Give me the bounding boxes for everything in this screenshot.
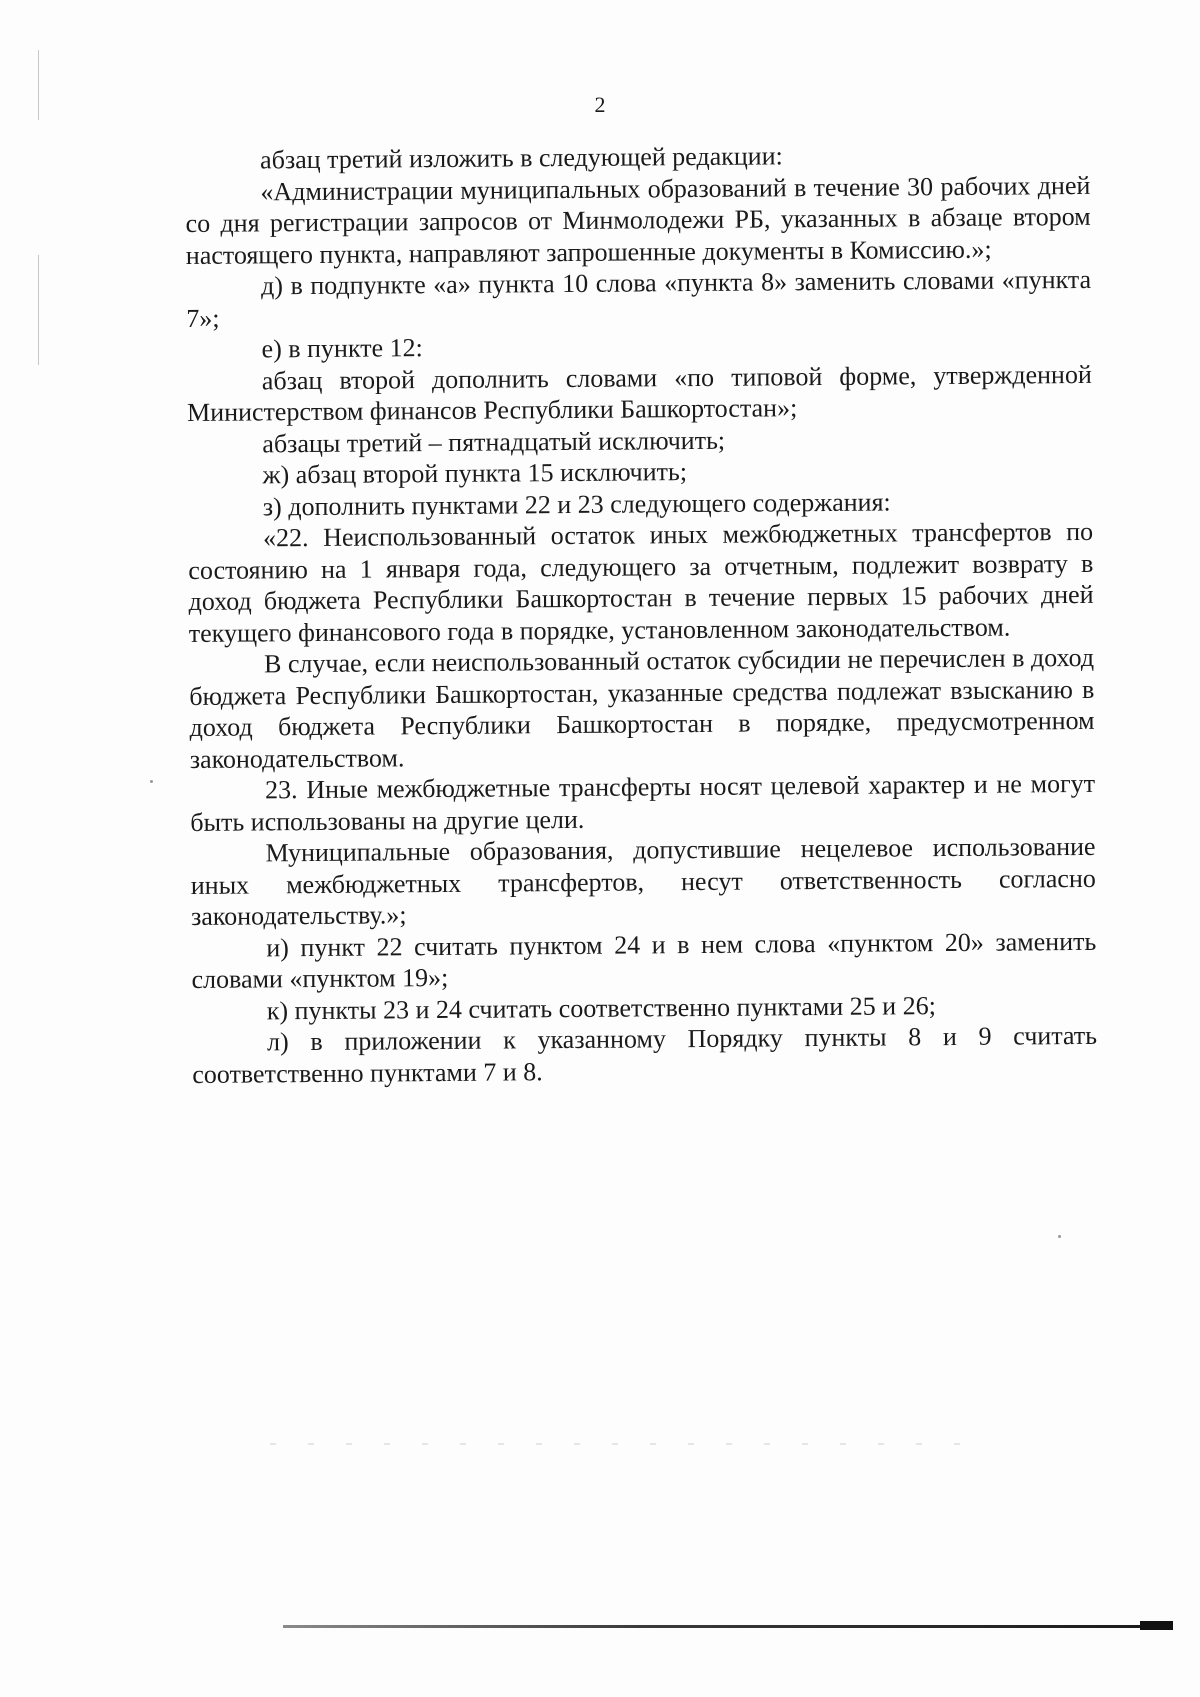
paragraph: абзацы третий – пятнадцатый исключить;	[262, 425, 726, 458]
paragraph: и) пункт 22 считать пунктом 24 и в нем слова «пунктом 20» заменить словами «пунктом 19»;	[191, 926, 1097, 994]
paragraph: 23. Иные межбюджетные трансферты носят целевой характер и не могут быть использованы на другие цели.	[190, 768, 1096, 837]
paragraph: Муниципальные образования, допустившие нецелевое использование иных межбюджетных трансфертов, несут ответственность согласно законодательству.»;	[190, 831, 1096, 931]
paragraph: з) дополнить пунктами 22 и 23 следующего содержания:	[262, 486, 891, 521]
paragraph: е) в пункте 12:	[261, 333, 423, 364]
scan-noise	[270, 1443, 990, 1445]
bottom-scan-mark	[1140, 1621, 1173, 1630]
paragraph: к) пункты 23 и 24 считать соответственно пунктами 25 и 26;	[266, 990, 936, 1025]
document-body	[185, 138, 1097, 1090]
paragraph: абзац второй дополнить словами «по типовой форме, утвержденной Министерством финансов Республики Башкортостан»;	[186, 359, 1092, 427]
scan-dot	[1058, 1235, 1061, 1238]
scan-edge-mark	[38, 255, 39, 365]
paragraph: ж) абзац второй пункта 15 исключить;	[262, 457, 688, 490]
paragraph: абзац третий изложить в следующей редакции:	[260, 141, 783, 175]
paragraph: «Администрации муниципальных образований в течение 30 рабочих дней со дня регистрации запросов от Минмолодежи РБ, указанных в абзаце втором настоящего пункта, направляют запрошенные документы в Комиссию.»;	[185, 170, 1091, 270]
bottom-scan-rule	[283, 1625, 1173, 1628]
scan-dot	[150, 780, 153, 783]
paragraph: «22. Неиспользованный остаток иных межбюджетных трансфертов по состоянию на 1 января года, следующего за отчетным, подлежит возврату в доход бюджета Республики Башкортостан в течение первых 15 рабочих дней текущего финансового года в порядке, установленном законодательством.	[188, 516, 1094, 648]
paragraph: В случае, если неиспользованный остаток субсидии не перечислен в доход бюджета Республики Башкортостан, указанные средства подлежат взысканию в доход бюджета Республики Башкортостан в порядке, предусмотренном законодательством.	[189, 642, 1095, 774]
paragraph: л) в приложении к указанному Порядку пункты 8 и 9 считать соответственно пунктами 7 и 8.	[192, 1020, 1098, 1089]
paragraph: д) в подпункте «а» пункта 10 слова «пункта 8» заменить словами «пункта 7»;	[186, 264, 1092, 333]
page-number: 2	[594, 92, 606, 117]
